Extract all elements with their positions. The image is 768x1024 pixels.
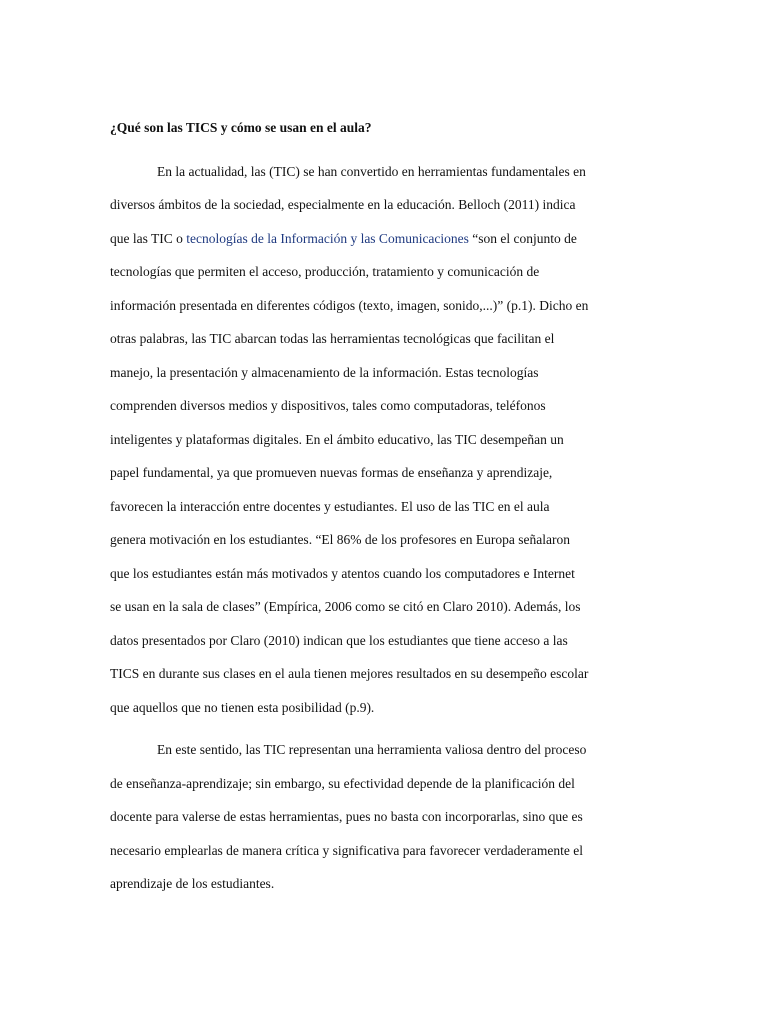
paragraph-2-line-2: de enseñanza-aprendizaje; sin embargo, su efectividad depende de la planificación del [110, 776, 575, 791]
paragraph-1-line-6: otras palabras, las TIC abarcan todas las herramientas tecnológicas que facilitan el [110, 331, 555, 346]
paragraph-1-line-4: tecnologías que permiten el acceso, producción, tratamiento y comunicación de [110, 264, 540, 279]
paragraph-1-line-8: comprenden diversos medios y dispositivos, tales como computadoras, teléfonos [110, 398, 546, 413]
paragraph-2-line-1: En este sentido, las TIC representan una herramienta valiosa dentro del proceso [157, 742, 587, 757]
paragraph-1-line-2: diversos ámbitos de la sociedad, especialmente en la educación. Belloch (2011) indica [110, 197, 576, 212]
paragraph-1-line-7: manejo, la presentación y almacenamiento de la información. Estas tecnologías [110, 365, 539, 380]
paragraph-1-line-12: genera motivación en los estudiantes. “El 86% de los profesores en Europa señalaron [110, 532, 570, 547]
paragraph-1-line-1: En la actualidad, las (TIC) se han convertido en herramientas fundamentales en [157, 164, 586, 179]
paragraph-2-line-5: aprendizaje de los estudiantes. [110, 876, 275, 891]
paragraph-1-line-9: inteligentes y plataformas digitales. En el ámbito educativo, las TIC desempeñan un [110, 432, 564, 447]
paragraph-1-line-13: que los estudiantes están más motivados y atentos cuando los computadores e Internet [110, 566, 575, 581]
paragraph-1-line-5: información presentada en diferentes códigos (texto, imagen, sonido,...)” (p.1). Dicho en [110, 298, 589, 313]
paragraph-2-line-3: docente para valerse de estas herramientas, pues no basta con incorporarlas, sino que es [110, 809, 583, 824]
paragraph-1-line-15: datos presentados por Claro (2010) indican que los estudiantes que tiene acceso a las [110, 633, 568, 648]
paragraph-1-line-16: TICS en durante sus clases en el aula tienen mejores resultados en su desempeño escolar [110, 666, 589, 681]
tic-term-link[interactable]: tecnologías de la Información y las Comunicaciones [186, 231, 469, 246]
paragraph-1-line-17: que aquellos que no tienen esta posibilidad (p.9). [110, 700, 375, 715]
paragraph-1-line-11: favorecen la interacción entre docentes y estudiantes. El uso de las TIC en el aula [110, 499, 550, 514]
paragraph-1-line-3 [110, 231, 577, 247]
paragraph-2-line-4: necesario emplearlas de manera crítica y significativa para favorecer verdaderamente el [110, 843, 583, 858]
document-title: ¿Qué son las TICS y cómo se usan en el aula? [110, 120, 372, 135]
line-3-end: “son el conjunto de [468, 231, 577, 246]
line-3-start: que las TIC o [110, 231, 187, 246]
paragraph-1-line-14: se usan en la sala de clases” (Empírica, 2006 como se citó en Claro 2010). Además, los [110, 599, 581, 614]
paragraph-1-line-10: papel fundamental, ya que promueven nuevas formas de enseñanza y aprendizaje, [110, 465, 553, 480]
